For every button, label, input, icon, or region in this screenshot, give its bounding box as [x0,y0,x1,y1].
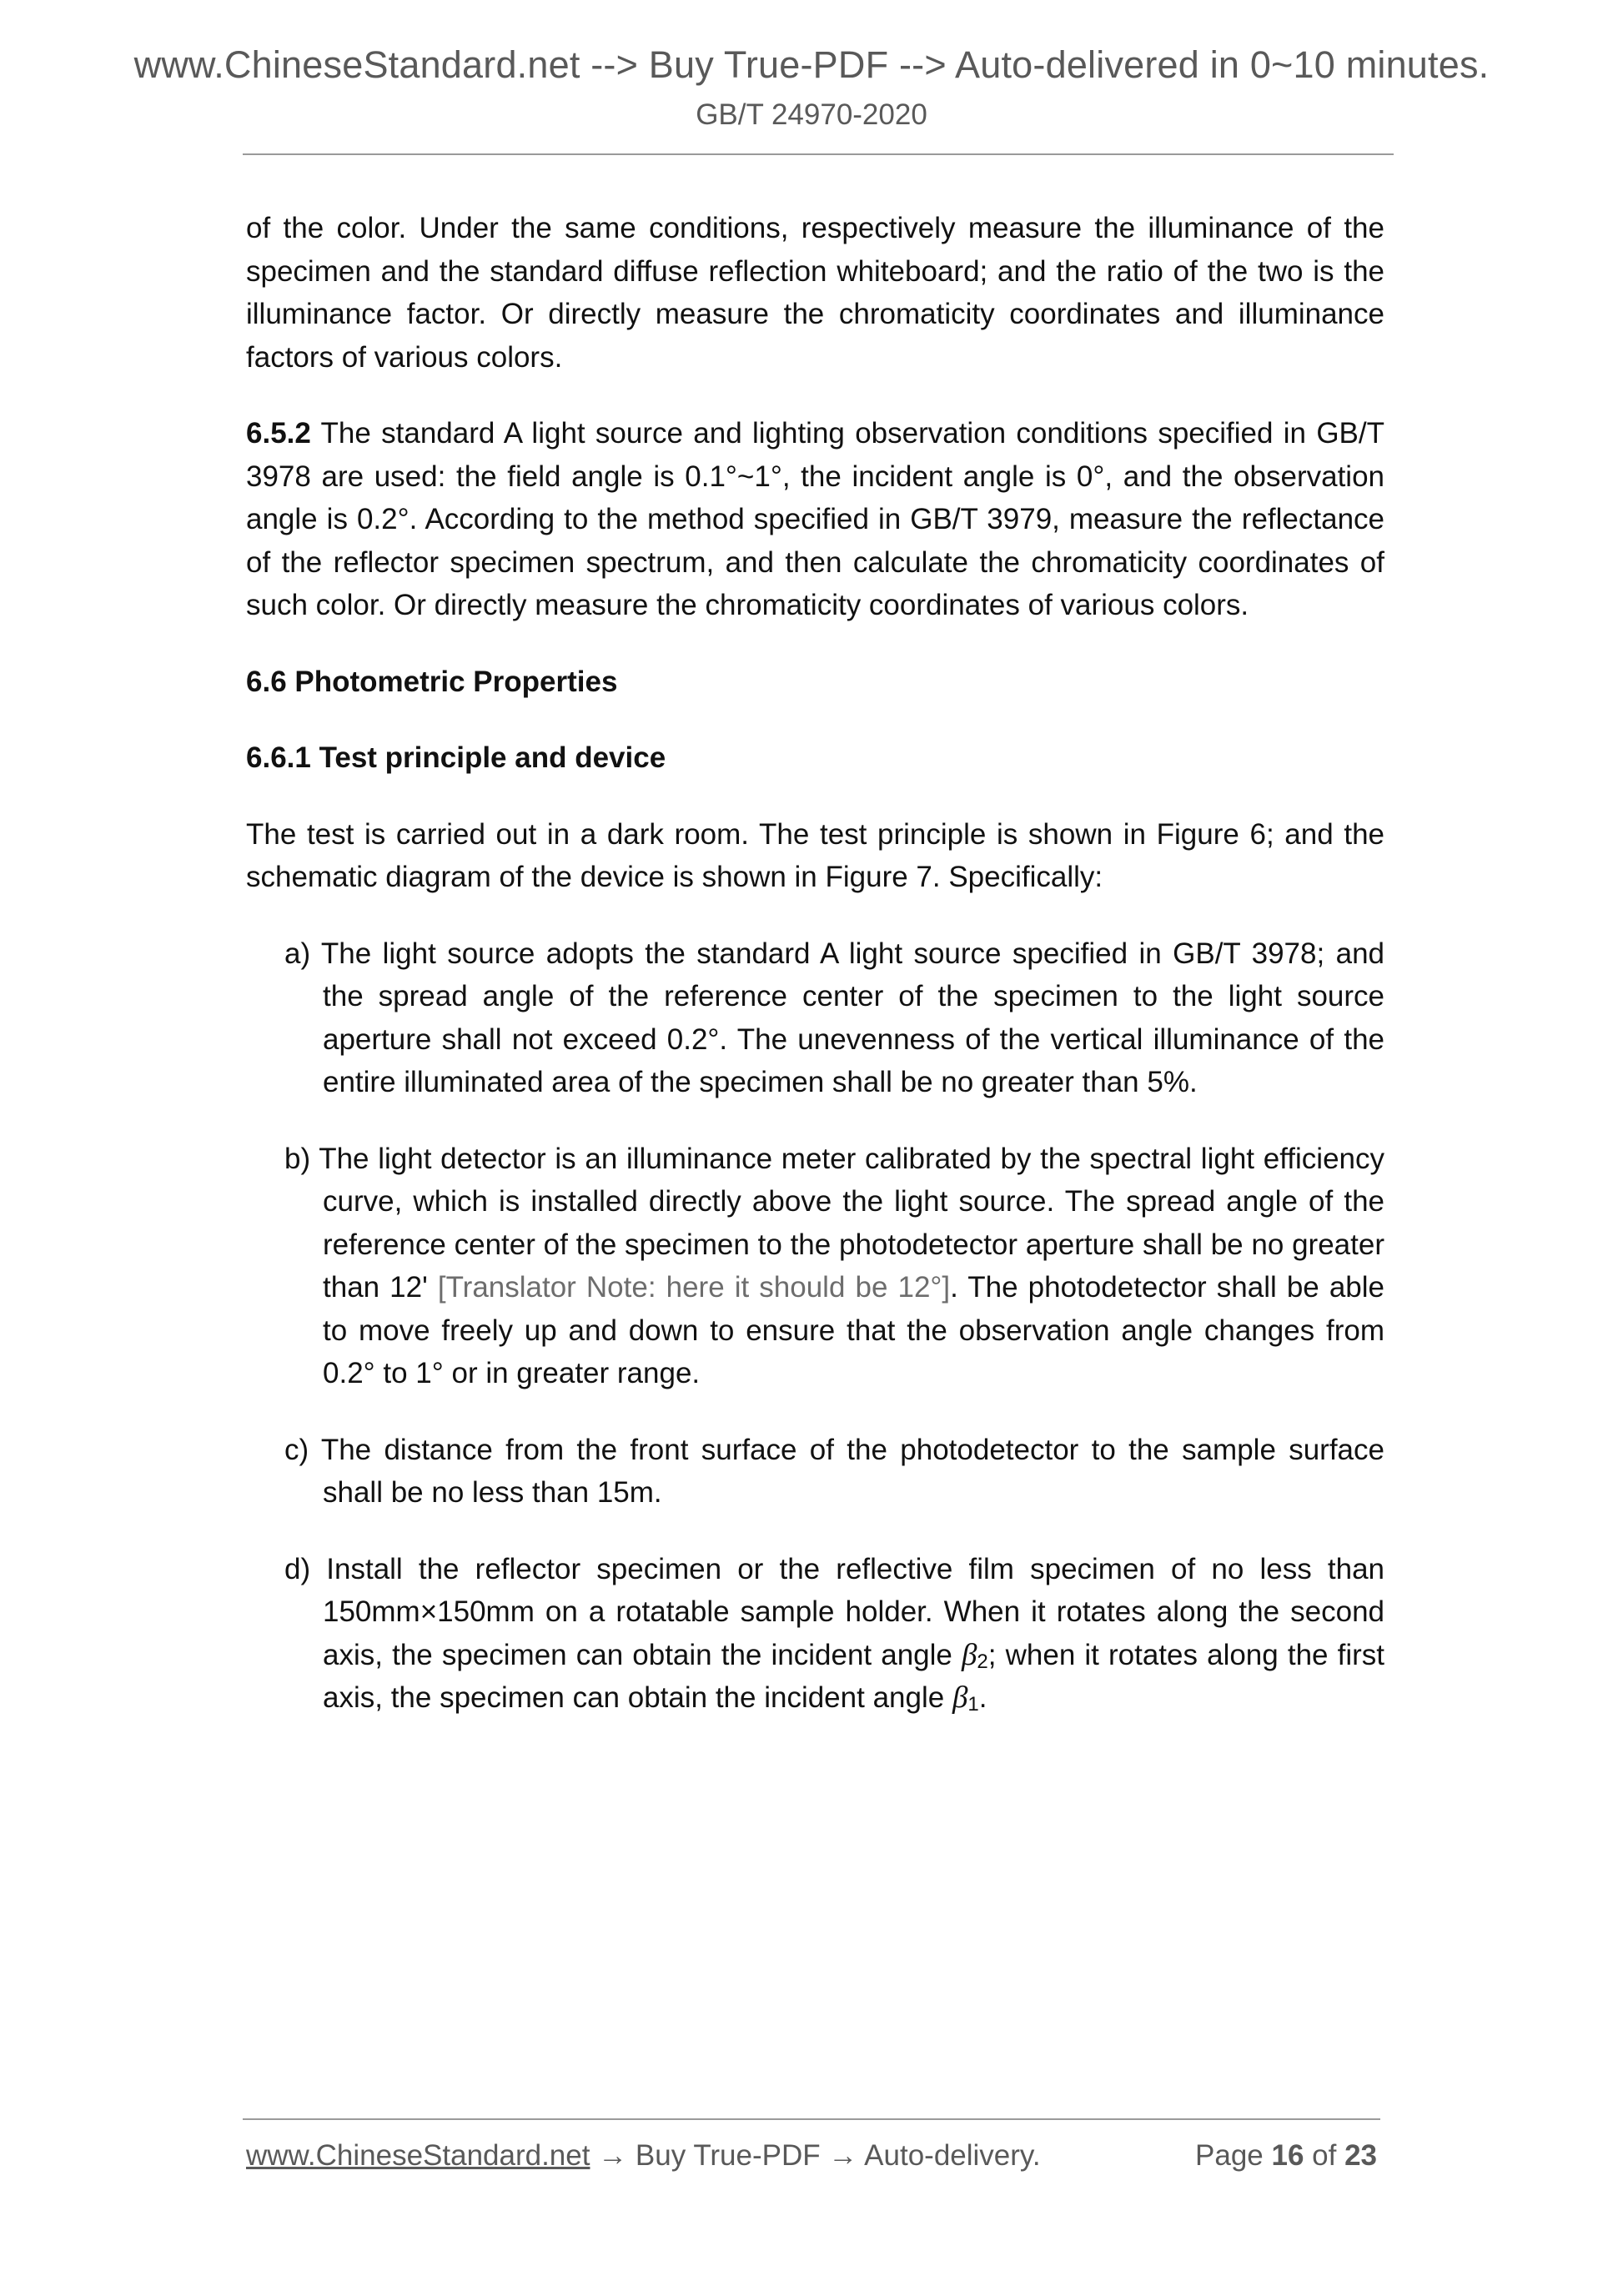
page-of-label: of [1304,2139,1345,2172]
beta-symbol: β [961,1637,977,1672]
header-banner: www.ChineseStandard.net --> Buy True-PDF --> Auto-delivered in 0~10 minutes. [133,43,1490,86]
section-heading-6-6: 6.6 Photometric Properties [246,665,618,698]
page-total: 23 [1344,2139,1377,2172]
page-label: Page [1195,2139,1272,2172]
page-footer [246,2139,1377,2173]
clause-text: The standard A light source and lighting observation conditions specified in GB/T 3978 are used: the field angle is 0.1°~1°, the incident angle is 0°, and the observation angle is 0.2°. According to the method specified in GB/T 3979, measure the reflectance of the reflector specimen spectrum, and then calculate the chromaticity coordinates of such color. Or directly measure the chromaticity coordinates of various colors. [246,417,1384,621]
footer-tagline: → Buy True-PDF → Auto-delivery. [590,2139,1041,2172]
section-heading-6-6-1: 6.6.1 Test principle and device [246,741,666,774]
footer-left [246,2139,1041,2173]
beta-symbol: β [952,1681,968,1715]
list-item-d-text: d) Install the reflector specimen or the reflective film specimen of no less than 150mm×150mm on a rotatable sample holder. When it rotates along the second axis, the specimen can obtain the incident angle [284,1552,1384,1671]
list-item-b-text-end: . The photodetector shall be able to move freely up and down to ensure that the observation angle changes from 0.2° to 1° or in greater range. [323,1271,1384,1389]
document-body [246,207,1384,1753]
beta-subscript-2: 2 [977,1650,988,1673]
list-item-d [246,1548,1384,1720]
footer-divider [243,2118,1380,2120]
beta-subscript-1: 1 [967,1693,979,1716]
list-item-d-text-end: . [978,1681,987,1714]
website-link[interactable]: www.ChineseStandard.net [246,2139,590,2172]
standard-number: GB/T 24970-2020 [696,98,927,131]
list-item-d-text-mid: ; when it rotates along the first axis, the specimen can obtain the incident angle [323,1638,1384,1714]
page-current: 16 [1271,2139,1304,2172]
list-item-c: c) The distance from the front surface of the photodetector to the sample surface shall be no less than 15m. [284,1433,1384,1509]
clause-number: 6.5.2 [246,417,311,450]
intro-paragraph: of the color. Under the same conditions, respectively measure the illuminance of the specimen and the standard diffuse reflection whiteboard; and the ratio of the two is the illuminance factor. Or directly measure the chromaticity coordinates and illuminance factors of various colors. [246,212,1384,374]
list-item-b [246,1138,1384,1395]
header-divider [243,153,1394,155]
clause-6-5-2 [246,412,1384,627]
list-item-a: a) The light source adopts the standard A light source specified in GB/T 3978; and the spread angle of the reference center of the specimen to the light source aperture shall not exceed 0.2°. The unevenness of the vertical illuminance of the entire illuminated area of the specimen shall be no greater than 5%. [284,937,1384,1098]
page-indicator [1195,2139,1377,2173]
test-paragraph: The test is carried out in a dark room. The test principle is shown in Figure 6; and the schematic diagram of the device is shown in Figure 7. Specifically: [246,817,1384,893]
translator-note: [Translator Note: here it should be 12°] [437,1271,951,1304]
list-item-b-text: b) The light detector is an illuminance meter calibrated by the spectral light efficiency curve, which is installed directly above the light source. The spread angle of the reference center of the specimen to the photodetector aperture shall be no greater than 12' [284,1142,1384,1304]
